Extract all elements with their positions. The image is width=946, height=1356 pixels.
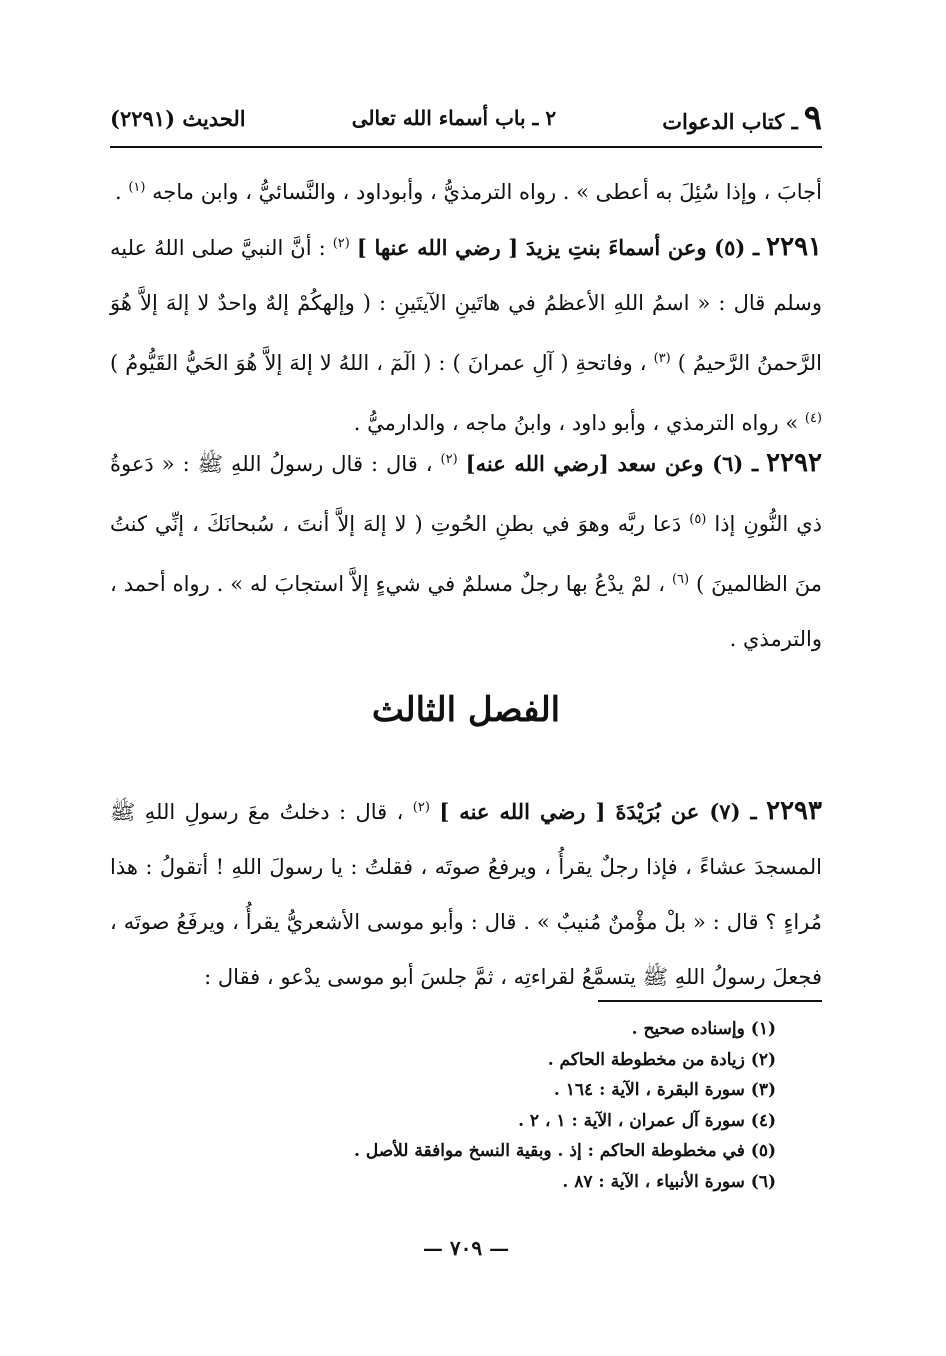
- hadith-isnad: ـ (٧) عن بُرَيْدَةَ [ رضي الله عنه ]: [439, 799, 757, 824]
- footnote-ref: (١): [128, 180, 146, 195]
- footnote-2: (٢) زيادة من مخطوطة الحاكم .: [547, 1049, 776, 1070]
- text: أجابَ ، وإذا سُئِلَ به أعطى » . رواه الترمذيُّ ، وأبوداود ، والنَّسائيُّ ، وابن ماجه: [152, 180, 822, 204]
- footnote-ref: (٣): [653, 351, 671, 366]
- hadith-text: دَعا ربَّه وهوَ في بطنِ الحُوتِ ( لا إلهَ إلاَّ أنتَ ، سُبحانَكَ ، إنِّي كنتُ منَ الظالمينَ ): [110, 512, 822, 596]
- header-chapter: [662, 98, 822, 138]
- header-section: ٢ ـ باب أسماء الله تعالى: [351, 106, 557, 130]
- hadith-isnad: ـ (٥) وعن أسماءَ بنتِ يزيدَ [ رضي الله عنها ]: [356, 235, 760, 260]
- chapter-number: ٩: [803, 98, 822, 138]
- hadith-text: ، قال : قال رسولُ اللهِ ﷺ : « دَعوةُ ذي النُّونِ إذا: [110, 452, 822, 536]
- hadith-2291: [110, 216, 822, 451]
- footnote-ref: (٤): [804, 411, 822, 426]
- footnote-5: (٥) في مخطوطة الحاكم : إذ . وبقية النسخ موافقة للأصل .: [354, 1141, 776, 1161]
- hadith-text: ، وفاتحةِ ( آلِ عمرانَ ) : ( الٓمٓ ، اللهُ لا إلهَ إلاَّ هُوَ الحَيُّ القَيُّومُ ): [110, 351, 647, 375]
- footnote-ref: (٥): [689, 512, 707, 527]
- section-heading: الفصل الثالث: [371, 690, 561, 730]
- hadith-2293: [110, 780, 822, 1005]
- text: .: [114, 180, 122, 204]
- footnote-ref: (٢): [440, 452, 458, 467]
- page-number: — ٧٠٩ —: [422, 1236, 510, 1260]
- footnote-ref: (٦): [671, 572, 690, 587]
- footnotes: [110, 1014, 776, 1197]
- running-header: [110, 96, 822, 140]
- footnote-1: (١) وإسناده صحيح .: [631, 1019, 776, 1039]
- hadith-text: : أنَّ النبيَّ صلى اللهُ عليه وسلم قال : « اسمُ اللهِ الأعظمُ في هاتَينِ الآيتَينِ : ( وإلهكُمْ إلهٌ واحدٌ لا إلهَ إلاَّ هُوَ الرَّحمنُ الرَّحيمُ ): [110, 236, 822, 375]
- chapter-title: ـ كتاب الدعوات: [662, 109, 798, 134]
- hadith-source: ، لمْ يدْعُ بها رجلٌ مسلمٌ في شيءٍ إلاَّ استجابَ له » . رواه أحمد ، والترمذي .: [110, 572, 822, 651]
- hadith-2292: [110, 432, 822, 667]
- footnote-ref: (٢): [332, 236, 350, 251]
- hadith-source: » رواه الترمذي ، وأبو داود ، وابنُ ماجه ، والدارميُّ .: [353, 411, 799, 435]
- footnote-4: (٤) سورة آل عمران ، الآية : ١ ، ٢ .: [518, 1110, 776, 1131]
- hadith-number: ٢٢٩١: [766, 232, 822, 262]
- hadith-number: ٢٢٩٣: [766, 796, 822, 826]
- hadith-isnad: ـ (٦) وعن سعد [رضي الله عنه]: [465, 451, 759, 476]
- footnote-ref: (٢): [412, 800, 430, 815]
- footnote-3: (٣) سورة البقرة ، الآية : ١٦٤ .: [553, 1080, 776, 1100]
- header-hadith-range: الحديث (٢٢٩١): [110, 105, 246, 131]
- footnote-rule: [598, 1000, 822, 1002]
- header-rule: [110, 146, 822, 148]
- hadith-number: ٢٢٩٢: [766, 448, 822, 478]
- paragraph-continued: [110, 160, 822, 220]
- footnote-6: (٦) سورة الأنبياء ، الآية : ٨٧ .: [562, 1171, 776, 1192]
- hadith-text: ، قال : دخلتُ معَ رسولِ اللهِ ﷺ المسجدَ عشاءً ، فإذا رجلٌ يقرأُ ، ويرفعُ صوتَه ، فقلتُ : يا رسولَ اللهِ ! أتقولُ : هذا مُراءٍ ؟ قال : « بلْ مؤْمنٌ مُنيبٌ » . قال : وأبو موسى الأشعريُّ يقرأُ ، ويرفَعُ صوتَه ، فجعلَ رسولُ اللهِ ﷺ يتسمَّعُ لقراءتِه ، ثمَّ جلسَ أبو موسى يدْعو ، فقال :: [110, 800, 822, 989]
